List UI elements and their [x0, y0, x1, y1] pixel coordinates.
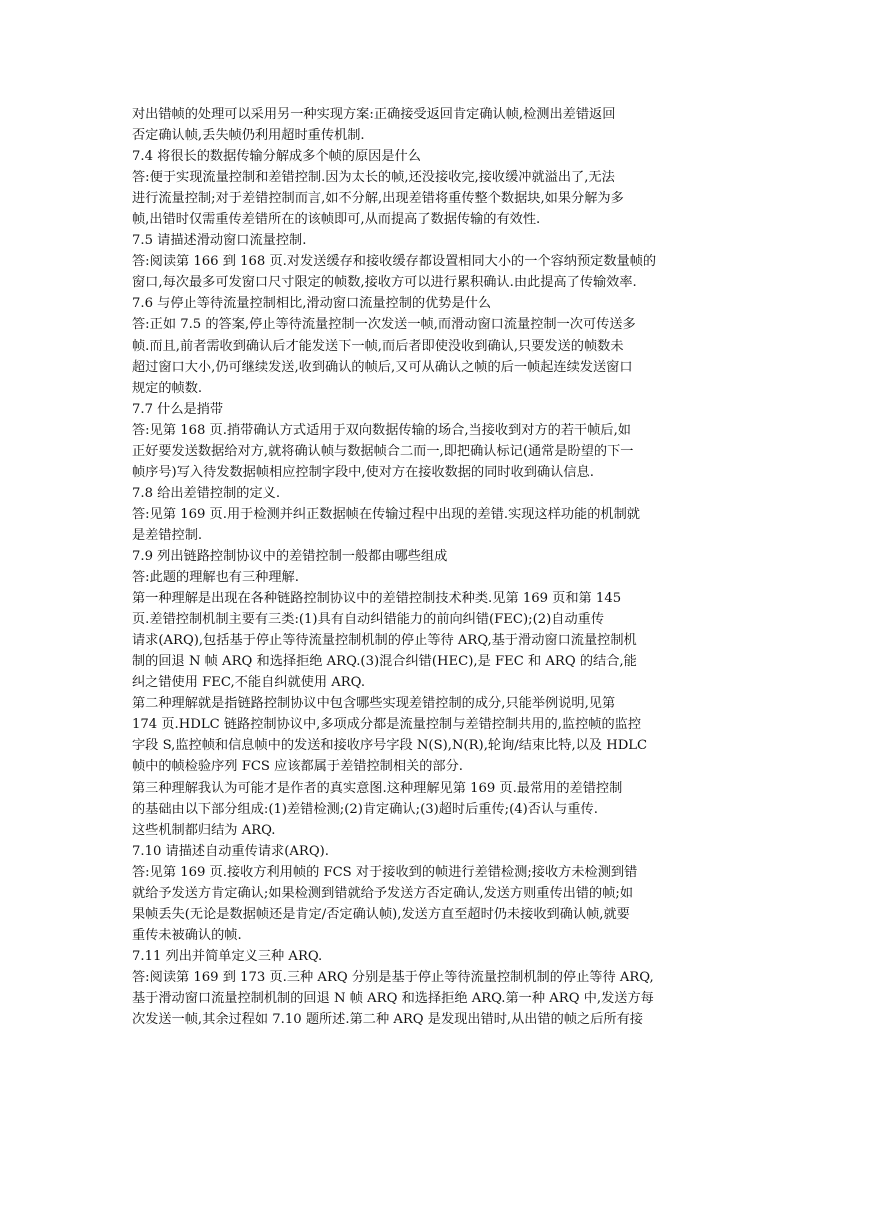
text-line: 次发送一帧,其余过程如 7.10 题所述.第二种 ARQ 是发现出错时,从出错的帧之后所有接	[132, 1012, 643, 1028]
question-heading: 7.5 请描述滑动窗口流量控制.	[132, 233, 307, 249]
question-heading: 7.4 将很长的数据传输分解成多个帧的原因是什么	[132, 149, 421, 165]
text-line: 规定的帧数.	[132, 380, 203, 396]
text-line: 超过窗口大小,仍可继续发送,收到确认的帧后,又可从确认之帧的后一帧起连续发送窗口	[132, 359, 633, 375]
text-line: 答:正如 7.5 的答案,停止等待流量控制一次发送一帧,而滑动窗口流量控制一次可传送多	[132, 317, 636, 333]
text-line: 帧,出错时仅需重传差错所在的该帧即可,从而提高了数据传输的有效性.	[132, 212, 541, 228]
text-line: 答:便于实现流量控制和差错控制.因为太长的帧,还没接收完,接收缓冲就溢出了,无法	[132, 170, 615, 186]
text-line: 答:阅读第 166 到 168 页.对发送缓存和接收缓存都设置相同大小的一个容纳预定数量帧的	[132, 254, 657, 270]
text-line: 帧序号)写入待发数据帧相应控制字段中,使对方在接收数据的同时收到确认信息.	[132, 464, 594, 480]
text-line: 这些机制都归结为 ARQ.	[132, 822, 276, 838]
text-line: 就给予发送方肯定确认;如果检测到错就给予发送方否定确认,发送方则重传出错的帧;如	[132, 885, 634, 901]
text-line: 正好要发送数据给对方,就将确认帧与数据帧合二而一,即把确认标记(通常是盼望的下一	[132, 443, 634, 459]
text-line: 果帧丢失(无论是数据帧还是肯定/否定确认帧),发送方直至超时仍未接收到确认帧,就要	[132, 906, 630, 922]
text-line: 第三种理解我认为可能才是作者的真实意图.这种理解见第 169 页.最常用的差错控制	[132, 780, 623, 796]
text-line: 基于滑动窗口流量控制机制的回退 N 帧 ARQ 和选择拒绝 ARQ.第一种 ARQ 中,发送方每	[132, 990, 654, 1006]
question-heading: 7.8 给出差错控制的定义.	[132, 485, 281, 501]
text-line: 答:见第 168 页.捎带确认方式适用于双向数据传输的场合,当接收到对方的若干帧后,如	[132, 422, 631, 438]
text-line: 重传未被确认的帧.	[132, 927, 242, 943]
document-page	[132, 104, 742, 1030]
text-line: 页.差错控制机制主要有三类:(1)具有自动纠错能力的前向纠错(FEC);(2)自动重传	[132, 612, 605, 628]
text-line: 进行流量控制;对于差错控制而言,如不分解,出现差错将重传整个数据块,如果分解为多	[132, 191, 624, 207]
text-line: 窗口,每次最多可发窗口尺寸限定的帧数,接收方可以进行累积确认.由此提高了传输效率.	[132, 275, 637, 291]
text-line: 字段 S,监控帧和信息帧中的发送和接收序号字段 N(S),N(R),轮询/结束比特,以及 HDLC	[132, 738, 648, 754]
text-line: 答:见第 169 页.用于检测并纠正数据帧在传输过程中出现的差错.实现这样功能的机制就	[132, 506, 640, 522]
question-heading: 7.9 列出链路控制协议中的差错控制一般都由哪些组成	[132, 548, 448, 564]
text-line: 答:见第 169 页.接收方利用帧的 FCS 对于接收到的帧进行差错检测;接收方未检测到错	[132, 864, 638, 880]
text-line: 第一种理解是出现在各种链路控制协议中的差错控制技术种类.见第 169 页和第 145	[132, 591, 622, 607]
text-line: 帧.而且,前者需收到确认后才能发送下一帧,而后者即使没收到确认,只要发送的帧数未	[132, 338, 624, 354]
question-heading: 7.6 与停止等待流量控制相比,滑动窗口流量控制的优势是什么	[132, 296, 492, 312]
text-line: 答:阅读第 169 到 173 页.三种 ARQ 分别是基于停止等待流量控制机制的停止等待 ARQ,	[132, 969, 654, 985]
question-heading: 7.7 什么是捎带	[132, 401, 224, 417]
text-line: 答:此题的理解也有三种理解.	[132, 570, 299, 586]
text-line: 174 页.HDLC 链路控制协议中,多项成分都是流量控制与差错控制共用的,监控帧的监控	[132, 717, 642, 733]
question-heading: 7.10 请描述自动重传请求(ARQ).	[132, 843, 329, 859]
text-line: 请求(ARQ),包括基于停止等待流量控制机制的停止等待 ARQ,基于滑动窗口流量控制机	[132, 633, 637, 649]
text-line: 的基础由以下部分组成:(1)差错检测;(2)肯定确认;(3)超时后重传;(4)否认与重传.	[132, 801, 598, 817]
text-line: 对出错帧的处理可以采用另一种实现方案:正确接受返回肯定确认帧,检测出差错返回	[132, 107, 616, 122]
text-line: 帧中的帧检验序列 FCS 应该都属于差错控制相关的部分.	[132, 759, 463, 775]
text-line: 制的回退 N 帧 ARQ 和选择拒绝 ARQ.(3)混合纠错(HEC),是 FEC 和 ARQ 的结合,能	[132, 654, 637, 670]
text-line: 纠之错使用 FEC,不能自纠就使用 ARQ.	[132, 675, 366, 691]
text-line: 第二种理解就是指链路控制协议中包含哪些实现差错控制的成分,只能举例说明,见第	[132, 696, 616, 712]
text-line: 是差错控制.	[132, 527, 203, 543]
text-line: 否定确认帧,丢失帧仍利用超时重传机制.	[132, 128, 365, 144]
question-heading: 7.11 列出并简单定义三种 ARQ.	[132, 948, 323, 964]
